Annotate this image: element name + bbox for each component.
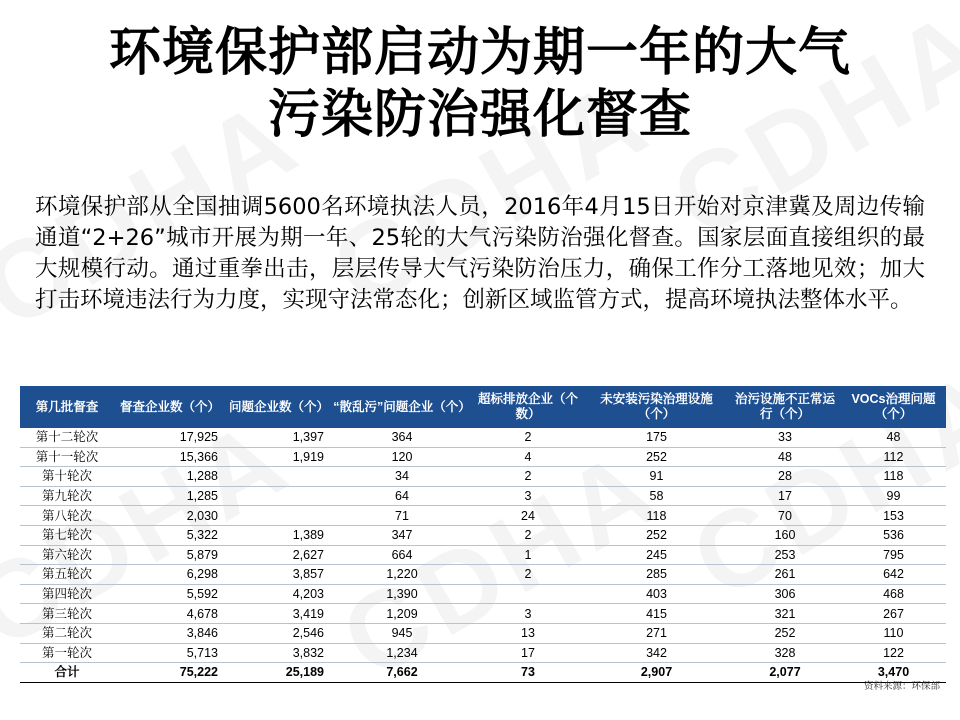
table-cell: 285: [584, 565, 729, 585]
table-cell: 342: [584, 643, 729, 663]
table-cell: 271: [584, 623, 729, 643]
table-cell: 347: [332, 525, 472, 545]
table-cell: [226, 506, 332, 526]
table-row: [20, 467, 946, 487]
table-cell: 17: [472, 643, 584, 663]
table-cell: 321: [729, 604, 841, 624]
table-cell: 58: [584, 486, 729, 506]
inspection-table: [20, 386, 946, 683]
table-cell: 1,220: [332, 565, 472, 585]
table-cell: 3: [472, 604, 584, 624]
table-cell: 4,678: [114, 604, 226, 624]
table-row: [20, 447, 946, 467]
table-cell: 2,030: [114, 506, 226, 526]
table-row: [20, 545, 946, 565]
table-cell: 2,546: [226, 623, 332, 643]
table-cell: 1,919: [226, 447, 332, 467]
table-cell: 1,209: [332, 604, 472, 624]
table-row: [20, 506, 946, 526]
table-cell: 252: [584, 447, 729, 467]
table-cell: 91: [584, 467, 729, 487]
page-title: [40, 22, 920, 146]
table-cell: 160: [729, 525, 841, 545]
intro-paragraph: 环境保护部从全国抽调5600名环境执法人员，2016年4月15日开始对京津冀及周边传输通道“2+26”城市开展为期一年、25轮的大气污染防治强化督查。国家层面直接组织的最大规模行动。通过重拳出击，层层传导大气污染防治压力，确保工作分工落地见效；加大打击环境违法行为力度，实现守法常态化；创新区域监管方式，提高环境执法整体水平。: [35, 194, 925, 313]
row-label: 第十一轮次: [20, 447, 114, 467]
table-cell: 33: [729, 428, 841, 447]
table-cell: 122: [841, 643, 946, 663]
table-cell: 1,285: [114, 486, 226, 506]
total-cell: 75,222: [114, 663, 226, 683]
table-cell: 4: [472, 447, 584, 467]
table-cell: 2: [472, 565, 584, 585]
table-cell: 1,390: [332, 584, 472, 604]
table-cell: 5,592: [114, 584, 226, 604]
row-label: 第八轮次: [20, 506, 114, 526]
table-cell: 110: [841, 623, 946, 643]
table-cell: 945: [332, 623, 472, 643]
table-cell: 48: [729, 447, 841, 467]
table-cell: 3,846: [114, 623, 226, 643]
table-cell: 3,419: [226, 604, 332, 624]
table-cell: 15,366: [114, 447, 226, 467]
table-cell: 1,397: [226, 428, 332, 447]
table-cell: 3,832: [226, 643, 332, 663]
table-cell: 328: [729, 643, 841, 663]
table-row: [20, 584, 946, 604]
table-cell: 48: [841, 428, 946, 447]
table-cell: 1,288: [114, 467, 226, 487]
table-row: [20, 486, 946, 506]
table-cell: 5,322: [114, 525, 226, 545]
table-cell: 70: [729, 506, 841, 526]
table-header: [20, 386, 946, 428]
table-body: [20, 428, 946, 682]
column-header: “散乱污”问题企业（个）: [332, 386, 472, 428]
table-cell: 34: [332, 467, 472, 487]
column-header: 超标排放企业（个数）: [472, 386, 584, 428]
table-cell: 153: [841, 506, 946, 526]
total-cell: 2,907: [584, 663, 729, 683]
row-label: 第九轮次: [20, 486, 114, 506]
table-cell: 252: [729, 623, 841, 643]
table-row: [20, 643, 946, 663]
total-label: 合计: [20, 663, 114, 683]
table-cell: 468: [841, 584, 946, 604]
column-header: VOCs治理问题（个）: [841, 386, 946, 428]
table-cell: 245: [584, 545, 729, 565]
table-cell: 71: [332, 506, 472, 526]
table-cell: 664: [332, 545, 472, 565]
total-row: [20, 663, 946, 683]
table-cell: [226, 467, 332, 487]
table-cell: 2: [472, 525, 584, 545]
table-cell: 642: [841, 565, 946, 585]
table-row: [20, 565, 946, 585]
table-cell: 99: [841, 486, 946, 506]
table-cell: 28: [729, 467, 841, 487]
table-cell: 17,925: [114, 428, 226, 447]
table-cell: [226, 486, 332, 506]
table-cell: 3: [472, 486, 584, 506]
table-cell: [472, 584, 584, 604]
table-cell: 536: [841, 525, 946, 545]
row-label: 第三轮次: [20, 604, 114, 624]
row-label: 第七轮次: [20, 525, 114, 545]
column-header: 未安装污染治理设施（个）: [584, 386, 729, 428]
table-cell: 267: [841, 604, 946, 624]
column-header: 第几批督查: [20, 386, 114, 428]
header-row: [20, 386, 946, 428]
column-header: 督查企业数（个）: [114, 386, 226, 428]
total-cell: 2,077: [729, 663, 841, 683]
table-cell: 306: [729, 584, 841, 604]
row-label: 第四轮次: [20, 584, 114, 604]
source-note: 资料来源：环保部: [863, 681, 940, 692]
table-row: [20, 604, 946, 624]
table-cell: 795: [841, 545, 946, 565]
table-row: [20, 525, 946, 545]
total-cell: 3,470: [841, 663, 946, 683]
table-cell: 5,713: [114, 643, 226, 663]
table-cell: 6,298: [114, 565, 226, 585]
table-cell: 5,879: [114, 545, 226, 565]
table-cell: 17: [729, 486, 841, 506]
table-cell: 3,857: [226, 565, 332, 585]
table-cell: 120: [332, 447, 472, 467]
table-cell: 24: [472, 506, 584, 526]
table-cell: 118: [584, 506, 729, 526]
table-row: [20, 428, 946, 447]
table-cell: 415: [584, 604, 729, 624]
table-cell: 13: [472, 623, 584, 643]
total-cell: 73: [472, 663, 584, 683]
row-label: 第十轮次: [20, 467, 114, 487]
row-label: 第一轮次: [20, 643, 114, 663]
row-label: 第十二轮次: [20, 428, 114, 447]
row-label: 第五轮次: [20, 565, 114, 585]
table-cell: 118: [841, 467, 946, 487]
table-cell: 2,627: [226, 545, 332, 565]
total-cell: 7,662: [332, 663, 472, 683]
row-label: 第六轮次: [20, 545, 114, 565]
row-label: 第二轮次: [20, 623, 114, 643]
total-cell: 25,189: [226, 663, 332, 683]
table-cell: 1: [472, 545, 584, 565]
table-cell: 112: [841, 447, 946, 467]
table-cell: 1,234: [332, 643, 472, 663]
table-cell: 2: [472, 467, 584, 487]
table-cell: 64: [332, 486, 472, 506]
table-cell: 403: [584, 584, 729, 604]
table-cell: 253: [729, 545, 841, 565]
title-line-1: 环境保护部启动为期一年的大气: [108, 23, 851, 83]
table-row: [20, 623, 946, 643]
table-cell: 252: [584, 525, 729, 545]
table-cell: 364: [332, 428, 472, 447]
table-cell: 175: [584, 428, 729, 447]
table-cell: 2: [472, 428, 584, 447]
column-header: 问题企业数（个）: [226, 386, 332, 428]
title-line-2: 污染防治强化督查: [267, 85, 692, 145]
column-header: 治污设施不正常运行（个）: [729, 386, 841, 428]
table-cell: 1,389: [226, 525, 332, 545]
table-cell: 4,203: [226, 584, 332, 604]
table-cell: 261: [729, 565, 841, 585]
